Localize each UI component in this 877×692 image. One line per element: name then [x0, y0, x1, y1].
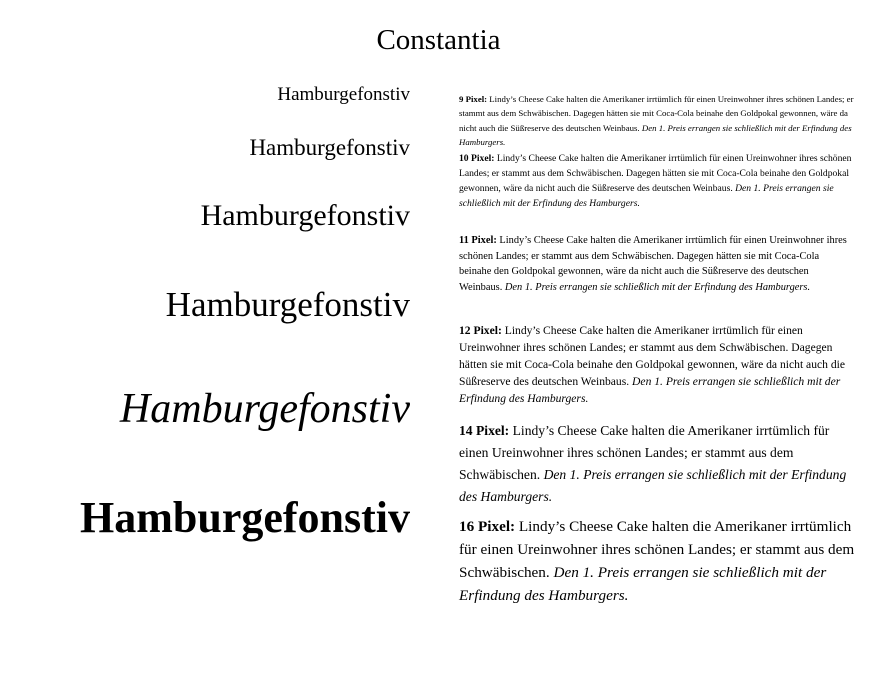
- paragraph-italic: Den 1. Preis errangen sie schließlich mit der Erfindung des Hamburgers.: [459, 375, 841, 405]
- paragraph-body: Lindy’s Cheese Cake halten die Amerikaner irrtümlich für einen Ureinwohner ihres schönen Landes; er stammt aus dem Schwäbischen.: [459, 518, 855, 581]
- sample-word-regular-xlarge: Hamburgefonstiv: [165, 285, 410, 324]
- sample-word-bold: Hamburgefonstiv: [80, 493, 410, 542]
- paragraph-italic: Den 1. Preis errangen sie schließlich mit der Erfindung des Hamburgers.: [504, 282, 811, 294]
- paragraph-label: 11 Pixel:: [459, 235, 497, 246]
- paragraph-label: 14 Pixel:: [459, 423, 510, 438]
- paragraph-body: Lindy’s Cheese Cake halten die Amerikaner irrtümlich für einen Ureinwohner ihres schönen Landes; er stammt aus dem Schwäbischen.: [459, 423, 830, 482]
- paragraph-italic: Den 1. Preis errangen sie schließlich mit der Erfindung des Hamburgers.: [459, 122, 852, 147]
- paragraph-italic: Den 1. Preis errangen sie schließlich mit der Erfindung des Hamburgers.: [459, 564, 827, 604]
- paragraph-11px: [459, 233, 851, 296]
- paragraph-10px: [459, 151, 857, 211]
- paragraph-label: 12 Pixel:: [459, 324, 502, 337]
- sample-word-italic: Hamburgefonstiv: [119, 386, 410, 432]
- paragraph-9px: [459, 92, 854, 149]
- paragraph-body: Lindy’s Cheese Cake halten die Amerikaner irrtümlich für einen Ureinwohner ihres schönen Landes; er stammt aus dem Schwäbischen. Dagegen hätten sie mit Coca-Cola beinahe den Goldpokal gewonnen, wäre da nicht auch die Süßreserve des deutschen Weinbaus.: [459, 324, 846, 388]
- paragraph-label: 16 Pixel:: [459, 518, 516, 535]
- paragraph-14px: [459, 420, 849, 508]
- sample-word-regular-large: Hamburgefonstiv: [200, 199, 410, 232]
- paragraph-label: 10 Pixel:: [459, 153, 495, 164]
- paragraph-italic: Den 1. Preis errangen sie schließlich mit der Erfindung des Hamburgers.: [459, 467, 847, 504]
- paragraph-12px: [459, 322, 854, 407]
- paragraph-body: Lindy’s Cheese Cake halten die Amerikaner irrtümlich für einen Ureinwohner ihres schönen Landes; er stammt aus dem Schwäbischen. Dagegen hätten sie mit Coca-Cola beinahe den Goldpokal gewonnen, wäre da nicht auch die Süßreserve des deutschen Weinbaus.: [459, 153, 852, 194]
- size-paragraphs: [459, 0, 859, 692]
- paragraph-body: Lindy’s Cheese Cake halten die Amerikaner irrtümlich für einen Ureinwohner ihres schönen Landes; er stammt aus dem Schwäbischen. Dagegen hätten sie mit Coca-Cola beinahe den Goldpokal gewonnen, wäre da nicht auch die Süßreserve des deutschen Weinbaus.: [459, 235, 847, 294]
- paragraph-italic: Den 1. Preis errangen sie schließlich mit der Erfindung des Hamburgers.: [459, 183, 834, 209]
- paragraph-label: 9 Pixel:: [459, 94, 488, 104]
- sample-word-regular-medium: Hamburgefonstiv: [249, 135, 410, 160]
- paragraph-body: Lindy’s Cheese Cake halten die Amerikaner irrtümlich für einen Ureinwohner ihres schönen Landes; er stammt aus dem Schwäbischen. Dagegen hätten sie mit Coca-Cola beinahe den Goldpokal gewonnen, wäre da nicht auch die Süßreserve des deutschen Weinbaus.: [459, 94, 854, 133]
- sample-word-regular-small: Hamburgefonstiv: [277, 84, 410, 105]
- page-title: Constantia: [376, 24, 501, 56]
- font-samples: [0, 0, 410, 692]
- paragraph-16px: [459, 515, 859, 607]
